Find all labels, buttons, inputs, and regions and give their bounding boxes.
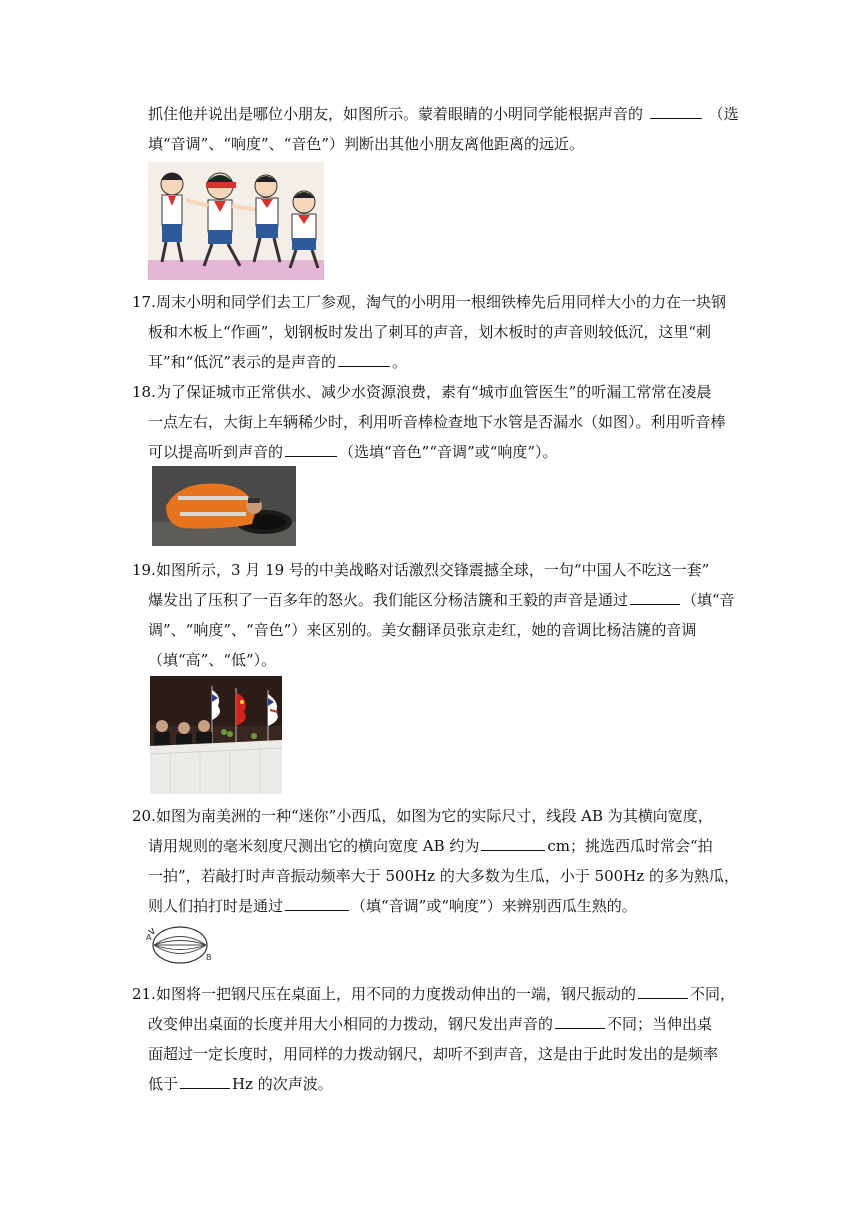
q21-text: 如图将一把钢尺压在桌面上，用不同的力度拨动伸出的一端，钢尺振动的 xyxy=(156,985,637,1003)
leak-listener-worker-image xyxy=(152,466,296,546)
q20-line-3: 一拍”，若敲打时声音振动频率大于 500Hz 的大多数为生瓜，小于 500Hz 的多为熟瓜， xyxy=(148,867,739,885)
answer-blank[interactable] xyxy=(650,104,702,119)
mini-watermelon-image xyxy=(144,922,212,968)
answer-blank[interactable] xyxy=(481,836,545,851)
us-china-dialogue-image xyxy=(150,676,282,794)
q21-line-4 xyxy=(148,1074,333,1094)
q17-line-3 xyxy=(148,352,407,372)
q21-line-3: 面超过一定长度时，用同样的力拨动钢尺，却听不到声音，这是由于此时发出的是频率 xyxy=(148,1045,719,1063)
q16-line-1 xyxy=(148,104,739,124)
point-a-label: A xyxy=(146,933,152,942)
q18-text-after: （选填“音色”“音调”或“响度”）。 xyxy=(339,443,558,461)
answer-blank[interactable] xyxy=(285,896,349,911)
q16-text-after: （选 xyxy=(708,105,739,123)
q20-text-after: cm；挑选西瓜时常会“拍 xyxy=(547,837,713,855)
q19-text: 爆发出了压积了一百多年的怒火。我们能区分杨洁篪和王毅的声音是通过 xyxy=(148,591,629,609)
q20-line-4 xyxy=(148,896,637,916)
q19-line-1: 如图所示，3 月 19 号的中美战略对话激烈交锋震撼全球，一句“中国人不吃这一套” xyxy=(156,561,710,579)
q19-text-after: （填“音 xyxy=(682,591,735,609)
question-number-17: 17. xyxy=(132,293,156,311)
q17-line-1: 周末小明和同学们去工厂参观，淘气的小明用一根细铁棒先后用同样大小的力在一块钢 xyxy=(156,293,727,311)
q18-line-3 xyxy=(148,442,558,462)
question-number-20: 20. xyxy=(132,807,156,825)
q21-text: 低于 xyxy=(148,1075,179,1093)
q19-line-4: （填“高”、“低”）。 xyxy=(148,651,277,669)
q21-text-after: 不同， xyxy=(690,985,736,1003)
answer-blank[interactable] xyxy=(555,1014,605,1029)
q18-text: 可以提高听到声音的 xyxy=(148,443,284,461)
answer-blank[interactable] xyxy=(285,442,337,457)
answer-blank[interactable] xyxy=(180,1074,230,1089)
question-number-19: 19. xyxy=(132,561,156,579)
point-b-label: B xyxy=(206,953,212,962)
q20-text-after: （填“音调”或“响度”）来辨别西瓜生熟的。 xyxy=(351,897,637,915)
q17-text: 耳”和“低沉”表示的是声音的 xyxy=(148,353,337,371)
answer-blank[interactable] xyxy=(638,984,688,999)
answer-blank[interactable] xyxy=(338,352,390,367)
q21-line-1 xyxy=(156,984,735,1004)
question-number-18: 18. xyxy=(132,383,156,401)
answer-blank[interactable] xyxy=(630,590,680,605)
children-game-image xyxy=(148,162,324,280)
q17-line-2: 板和木板上“作画”，划钢板时发出了刺耳的声音，划木板时的声音则较低沉，这里“刺 xyxy=(148,323,712,341)
q20-line-2 xyxy=(148,836,713,856)
q20-text: 则人们拍打时是通过 xyxy=(148,897,284,915)
q21-text-after: 不同；当伸出桌 xyxy=(607,1015,713,1033)
q21-text-after: Hz 的次声波。 xyxy=(232,1075,333,1093)
q20-line-1: 如图为南美洲的一种“迷你”小西瓜，如图为它的实际尺寸，线段 AB 为其横向宽度， xyxy=(156,807,713,825)
q16-text: 抓住他并说出是哪位小朋友，如图所示。蒙着眼睛的小明同学能根据声音的 xyxy=(148,105,644,123)
q18-line-1: 为了保证城市正常供水、减少水资源浪费，素有“城市血管医生”的听漏工常常在凌晨 xyxy=(156,383,712,401)
q19-line-3: 调”、“响度”、“音色”）来区别的。美女翻译员张京走红，她的音调比杨洁篪的音调 xyxy=(148,621,697,639)
q20-text: 请用规则的毫米刻度尺测出它的横向宽度 AB 约为 xyxy=(148,837,480,855)
q21-text: 改变伸出桌面的长度并用大小相同的力拨动，钢尺发出声音的 xyxy=(148,1015,554,1033)
question-number-21: 21. xyxy=(132,985,156,1003)
q21-line-2 xyxy=(148,1014,712,1034)
q19-line-2 xyxy=(148,590,735,610)
q16-line-2: 填“音调”、“响度”、“音色”）判断出其他小朋友离他距离的远近。 xyxy=(148,135,585,153)
q17-text-after: 。 xyxy=(392,353,408,371)
q18-line-2: 一点左右，大街上车辆稀少时，利用听音棒检查地下水管是否漏水（如图）。利用听音棒 xyxy=(148,413,726,431)
